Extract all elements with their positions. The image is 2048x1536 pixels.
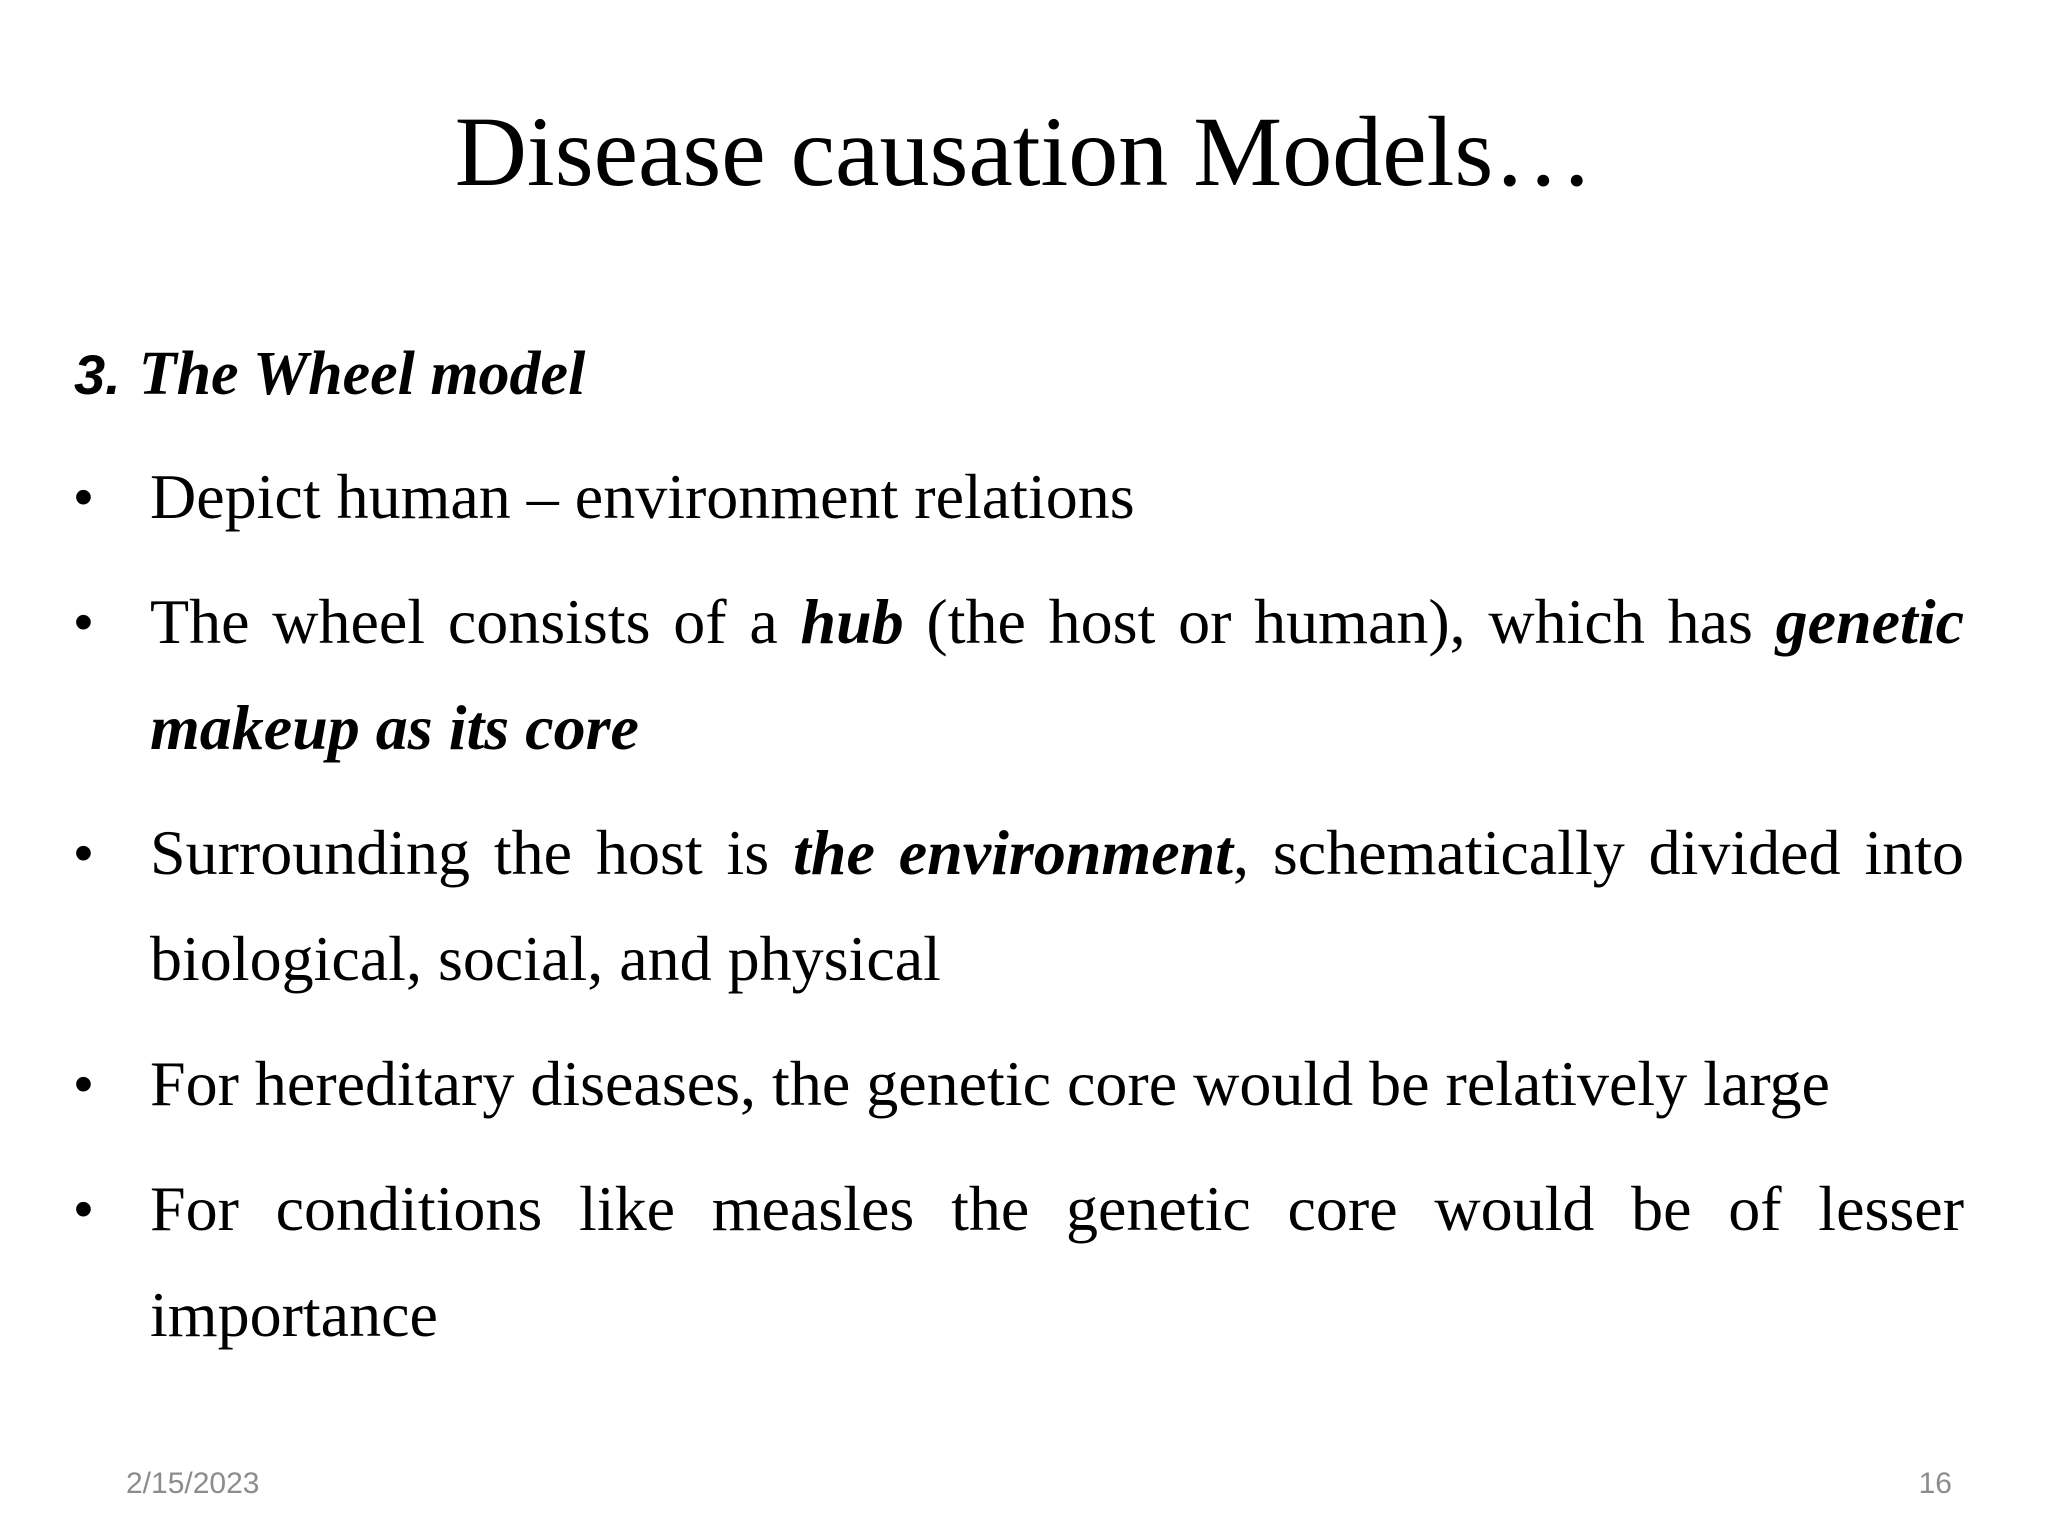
emphasis-hub: hub — [800, 586, 904, 657]
bullet-item-human-environment — [74, 444, 1964, 550]
bullet-text-start: Surrounding the host is — [150, 817, 794, 888]
footer-date: 2/15/2023 — [126, 1467, 260, 1500]
bullet-item-wheel-hub — [74, 569, 1964, 781]
bullet-list — [74, 444, 1964, 1368]
slide-body — [74, 324, 1964, 1387]
bullet-icon: • — [74, 467, 93, 527]
bullet-item-environment — [74, 800, 1964, 1012]
bullet-icon: • — [74, 1179, 93, 1239]
emphasis-genetic-core: genetic makeup as its core — [150, 586, 1964, 763]
section-number: 3. — [74, 343, 121, 406]
page-number: 16 — [1918, 1467, 1952, 1500]
bullet-text-middle: (the host or human), which has — [903, 586, 1776, 657]
section-heading-text: The Wheel model — [138, 340, 586, 408]
bullet-text-start: The wheel consists of a — [150, 586, 801, 657]
bullet-text: For conditions like measles the genetic core would be of lesser importance — [150, 1173, 1964, 1350]
bullet-icon: • — [74, 1054, 93, 1114]
bullet-text-end: , schematically divided into biological, social, and physical — [150, 817, 1965, 994]
bullet-icon: • — [74, 592, 93, 652]
bullet-icon: • — [74, 823, 93, 883]
section-heading — [74, 324, 1964, 444]
slide-title: Disease causation Models… — [454, 96, 1594, 207]
bullet-item-measles — [74, 1156, 1964, 1368]
bullet-item-hereditary — [74, 1031, 1964, 1137]
bullet-text: Depict human – environment relations — [150, 461, 1135, 532]
bullet-text: For hereditary diseases, the genetic core would be relatively large — [150, 1048, 1830, 1119]
emphasis-environment: the environment — [793, 817, 1233, 888]
